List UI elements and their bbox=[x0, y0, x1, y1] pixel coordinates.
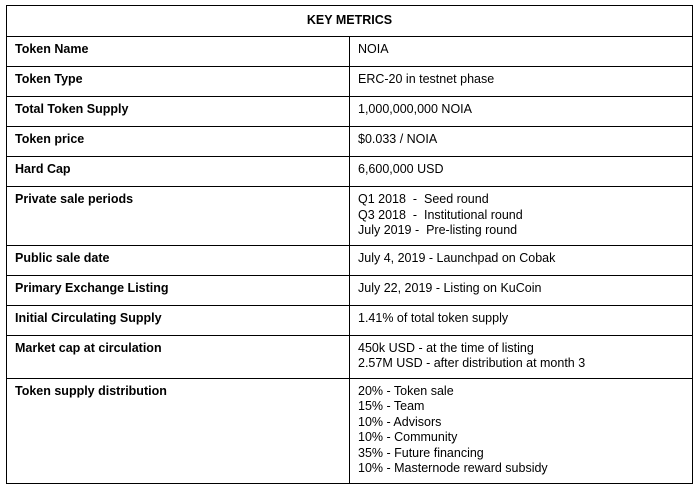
row-value bbox=[350, 37, 693, 67]
table-header-row bbox=[7, 6, 693, 37]
row-value bbox=[350, 67, 693, 97]
value-line: NOIA bbox=[358, 42, 389, 56]
row-label: Hard Cap bbox=[7, 157, 350, 187]
row-label: Primary Exchange Listing bbox=[7, 275, 350, 305]
value-line: July 4, 2019 - Launchpad on Cobak bbox=[358, 250, 556, 265]
key-metrics-table bbox=[6, 5, 693, 484]
table-row bbox=[7, 127, 693, 157]
value-line: 6,600,000 USD bbox=[358, 162, 444, 176]
table-body bbox=[7, 37, 693, 484]
row-value bbox=[350, 127, 693, 157]
value-line: Q3 2018 - Institutional round bbox=[358, 207, 523, 222]
value-line: 10% - Community bbox=[358, 430, 458, 444]
value-line: $0.033 / NOIA bbox=[358, 132, 438, 146]
row-value bbox=[350, 275, 693, 305]
row-value bbox=[350, 97, 693, 127]
row-label: Private sale periods bbox=[7, 187, 350, 246]
row-label: Market cap at circulation bbox=[7, 335, 350, 378]
row-label: Token price bbox=[7, 127, 350, 157]
row-value bbox=[350, 378, 693, 483]
row-value bbox=[350, 157, 693, 187]
table-row bbox=[7, 187, 693, 246]
table-row bbox=[7, 305, 693, 335]
value-line: ERC-20 in testnet phase bbox=[358, 72, 495, 86]
row-label: Token Type bbox=[7, 67, 350, 97]
value-line: 15% - Team bbox=[358, 399, 425, 413]
value-line: July 2019 - Pre-listing round bbox=[358, 223, 518, 237]
row-label: Total Token Supply bbox=[7, 97, 350, 127]
table-row bbox=[7, 157, 693, 187]
value-line: 1.41% of total token supply bbox=[358, 310, 509, 325]
row-value bbox=[350, 245, 693, 275]
row-value bbox=[350, 305, 693, 335]
table-row bbox=[7, 67, 693, 97]
table-row bbox=[7, 378, 693, 483]
row-value bbox=[350, 187, 693, 246]
table-row bbox=[7, 97, 693, 127]
table-title: KEY METRICS bbox=[7, 6, 693, 37]
value-line: 10% - Advisors bbox=[358, 414, 442, 429]
table-row bbox=[7, 37, 693, 67]
value-line: 1,000,000,000 NOIA bbox=[358, 102, 472, 116]
table-row bbox=[7, 245, 693, 275]
value-line: 10% - Masternode reward subsidy bbox=[358, 461, 548, 475]
row-label: Initial Circulating Supply bbox=[7, 305, 350, 335]
row-label: Token Name bbox=[7, 37, 350, 67]
row-value bbox=[350, 335, 693, 378]
value-line: Q1 2018 - Seed round bbox=[358, 192, 489, 206]
value-line: 450k USD - at the time of listing bbox=[358, 340, 534, 355]
value-line: July 22, 2019 - Listing on KuCoin bbox=[358, 280, 542, 295]
table-row bbox=[7, 275, 693, 305]
value-line: 20% - Token sale bbox=[358, 383, 454, 398]
value-line: 35% - Future financing bbox=[358, 445, 484, 460]
row-label: Token supply distribution bbox=[7, 378, 350, 483]
table-row bbox=[7, 335, 693, 378]
row-label: Public sale date bbox=[7, 245, 350, 275]
value-line: 2.57M USD - after distribution at month 3 bbox=[358, 356, 586, 370]
